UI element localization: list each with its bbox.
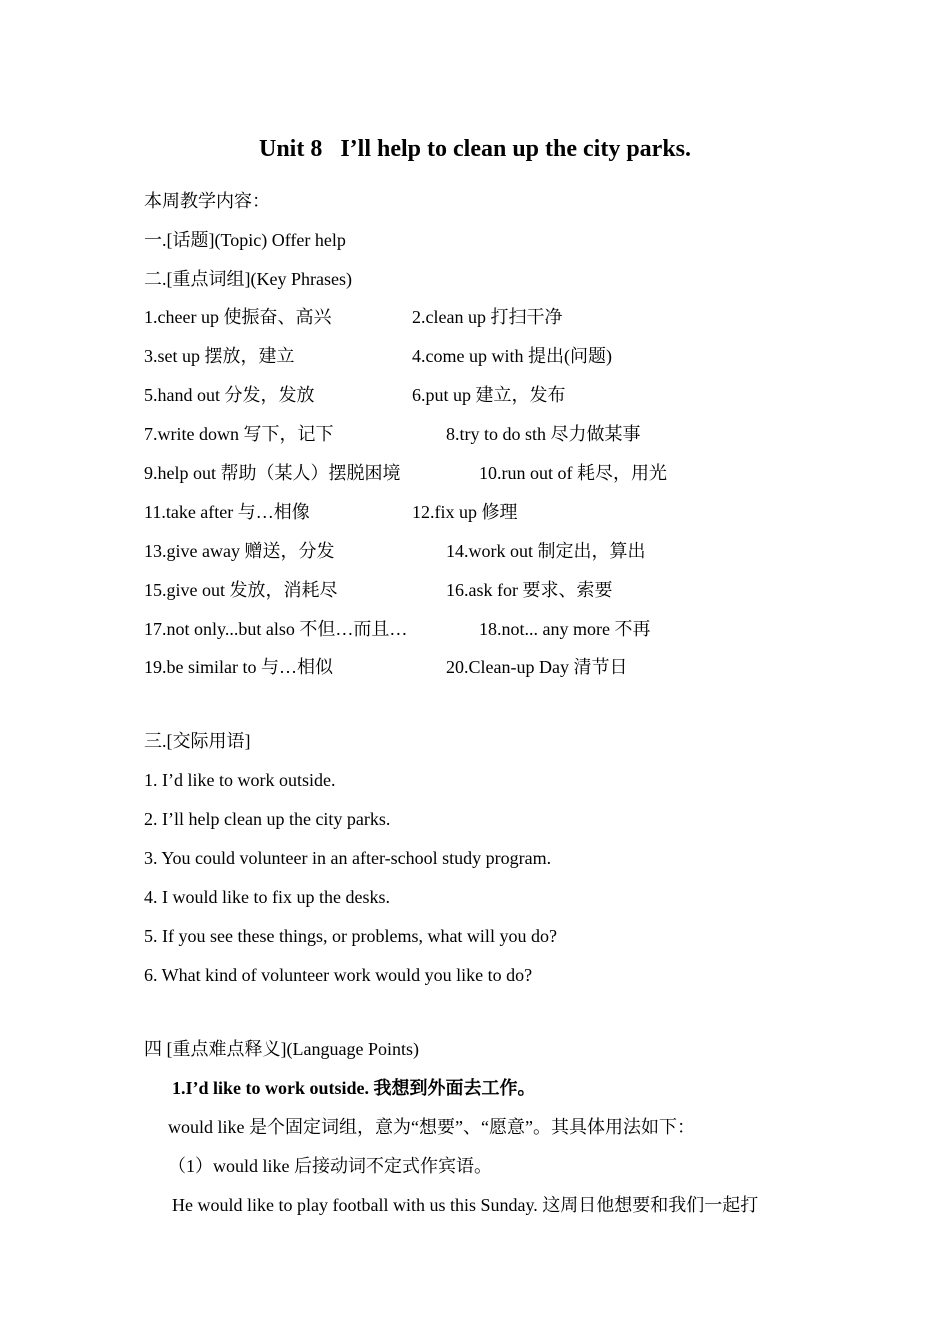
phrase-item: 14.work out 制定出，算出 xyxy=(446,541,646,561)
phrase-item: 10.run out of 耗尽，用光 xyxy=(479,463,667,483)
topic-line: 一.[话题](Topic) Offer help xyxy=(144,230,346,250)
phrase-item: 9.help out 帮助（某人）摆脱困境 xyxy=(144,463,401,483)
point-example: He would like to play football with us this Sunday. 这周日他想要和我们一起打 xyxy=(172,1195,759,1215)
phrase-item: 13.give away 赠送，分发 xyxy=(144,541,335,561)
phrase-item: 8.try to do sth 尽力做某事 xyxy=(446,424,641,444)
expression-item: 6. What kind of volunteer work would you like to do? xyxy=(144,965,533,985)
phrase-item: 15.give out 发放，消耗尽 xyxy=(144,580,338,600)
point-title: 1.I’d like to work outside. 我想到外面去工作。 xyxy=(172,1078,536,1098)
phrase-item: 3.set up 摆放，建立 xyxy=(144,346,295,366)
point-description: would like 是个固定词组，意为“想要”、“愿意”。其具体用法如下： xyxy=(168,1117,695,1137)
expression-item: 5. If you see these things, or problems, what will you do? xyxy=(144,926,557,946)
phrases-heading: 二.[重点词组](Key Phrases) xyxy=(144,269,352,289)
expressions-heading: 三.[交际用语] xyxy=(144,731,251,751)
phrase-item: 5.hand out 分发，发放 xyxy=(144,385,315,405)
phrase-item: 2.clean up 打扫干净 xyxy=(412,307,563,327)
expression-item: 2. I’ll help clean up the city parks. xyxy=(144,809,391,829)
phrase-item: 7.write down 写下，记下 xyxy=(144,424,334,444)
points-heading: 四 [重点难点释义](Language Points) xyxy=(144,1039,419,1059)
expression-item: 3. You could volunteer in an after-school study program. xyxy=(144,848,552,868)
phrase-item: 17.not only...but also 不但…而且… xyxy=(144,619,408,639)
phrase-item: 6.put up 建立，发布 xyxy=(412,385,566,405)
point-rule: （1）would like 后接动词不定式作宾语。 xyxy=(168,1156,492,1176)
phrase-item: 4.come up with 提出(问题) xyxy=(412,346,612,366)
phrase-item: 19.be similar to 与…相似 xyxy=(144,657,333,677)
phrase-item: 1.cheer up 使振奋、高兴 xyxy=(144,307,332,327)
intro-text: 本周教学内容： xyxy=(144,191,270,211)
phrase-item: 20.Clean-up Day 清节日 xyxy=(446,657,628,677)
phrase-item: 16.ask for 要求、索要 xyxy=(446,580,613,600)
phrase-item: 11.take after 与…相像 xyxy=(144,502,310,522)
phrase-item: 18.not... any more 不再 xyxy=(479,619,651,639)
phrase-item: 12.fix up 修理 xyxy=(412,502,518,522)
document-title: Unit 8 I’ll help to clean up the city parks. xyxy=(258,136,692,162)
expression-item: 1. I’d like to work outside. xyxy=(144,770,336,790)
expression-item: 4. I would like to fix up the desks. xyxy=(144,887,390,907)
